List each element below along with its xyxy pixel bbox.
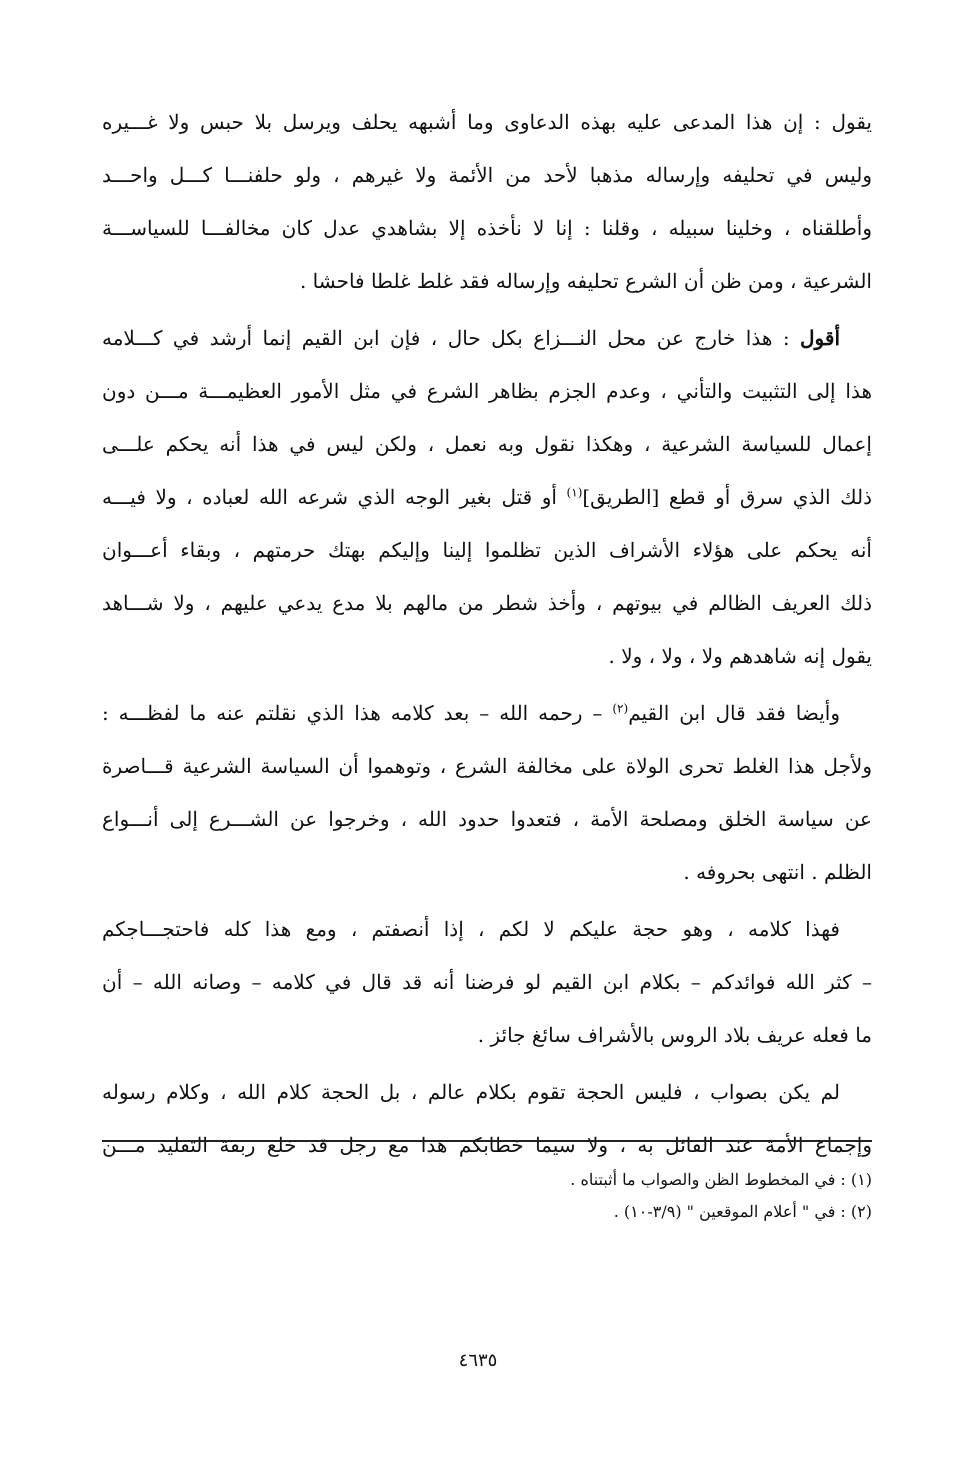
text-line: إعمال للسياسة الشرعية ، وهكذا نقول وبه نعمل ، ولكن ليس في هذا أنه يحكم علـــى bbox=[102, 432, 872, 456]
footnote-separator bbox=[102, 1140, 872, 1142]
text-line: هذا إلى التثبيت والتأني ، وعدم الجزم بظاهر الشرع في مثل الأمور العظيمـــة مـــن دون bbox=[102, 379, 872, 403]
text-line: ما فعله عريف بلاد الروس بالأشراف سائغ جائز . bbox=[477, 1023, 872, 1047]
footnote-reference[interactable]: (٢) bbox=[612, 701, 629, 716]
text-line: يقول : إن هذا المدعى عليه بهذه الدعاوى وما أشبهه يحلف ويرسل بلا حبس ولا غـــيره bbox=[102, 110, 872, 134]
paragraph-1 bbox=[102, 96, 872, 308]
text-line: أنه يحكم على هؤلاء الأشراف الذين تظلموا إلينا وإليكم بهتك حرمتهم ، وبقاء أعـــوان bbox=[102, 538, 872, 562]
text-line: وإجماع الأمة عند القائل به ، ولا سيما خطابكم هذا مع رجل قد خلع ربقة التقليد مـــن bbox=[102, 1133, 872, 1157]
page-number: ٤٦٣٥ bbox=[458, 1350, 498, 1371]
footnote-2: (٢) : في " أعلام الموقعين " (٣/٩-١٠) . bbox=[613, 1202, 872, 1221]
paragraph-4 bbox=[102, 903, 872, 1062]
text-line: وليس في تحليفه وإرساله مذهبا لأحد من الأئمة ولا غيرهم ، ولو حلفنـــا كـــل واحـــد bbox=[102, 163, 872, 187]
lead-word: أقول bbox=[800, 326, 840, 350]
text-fragment: أو قتل بغير الوجه الذي شرعه الله لعباده ، ولا فيـــه bbox=[102, 485, 567, 509]
footnotes bbox=[102, 1164, 872, 1228]
paragraph-5 bbox=[102, 1066, 872, 1172]
text-line: الظلم . انتهى بحروفه . bbox=[683, 860, 872, 884]
text-line bbox=[102, 312, 872, 365]
text-line: عن سياسة الخلق ومصلحة الأمة ، فتعدوا حدود الله ، وخرجوا عن الشـــرع إلى أنـــواع bbox=[102, 807, 872, 831]
text-fragment: وأيضا فقد قال ابن القيم bbox=[628, 701, 840, 725]
text-fragment: ذلك الذي سرق أو قطع [الطريق] bbox=[582, 485, 872, 509]
text-line: لم يكن بصواب ، فليس الحجة تقوم بكلام عالم ، بل الحجة كلام الله ، وكلام رسوله bbox=[102, 1080, 840, 1104]
text-line: – كثر الله فوائدكم – بكلام ابن القيم لو فرضنا أنه قد قال في كلامه – وصانه الله – أن bbox=[102, 970, 872, 994]
text-fragment: : هذا خارج عن محل النـــزاع بكل حال ، فإن ابن القيم إنما أرشد في كـــلامه bbox=[102, 326, 801, 350]
main-text bbox=[102, 96, 872, 1176]
text-line: الشرعية ، ومن ظن أن الشرع تحليفه وإرساله فقد غلط غلطا فاحشا . bbox=[299, 269, 872, 293]
text-line bbox=[102, 471, 872, 524]
paragraph-2 bbox=[102, 312, 872, 683]
text-line: ولأجل هذا الغلط تحرى الولاة على مخالفة الشرع ، وتوهموا أن السياسة الشرعية قـــاصرة bbox=[102, 754, 872, 778]
text-line bbox=[102, 687, 872, 740]
footnote-reference[interactable]: (١) bbox=[566, 485, 583, 500]
footnote-1: (١) : في المخطوط الظن والصواب ما أثبتناه . bbox=[570, 1170, 872, 1189]
text-line: ذلك العريف الظالم في بيوتهم ، وأخذ شطر من مالهم بلا مدع يدعي عليهم ، ولا شـــاهد bbox=[102, 591, 872, 615]
text-line: يقول إنه شاهدهم ولا ، ولا ، ولا . bbox=[608, 644, 872, 668]
text-line: وأطلقناه ، وخلينا سبيله ، وقلنا : إنا لا نأخذه إلا بشاهدي عدل كان مخالفـــا للسياســـة bbox=[102, 216, 872, 240]
text-line: فهذا كلامه ، وهو حجة عليكم لا لكم ، إذا أنصفتم ، ومع هذا كله فاحتجـــاجكم bbox=[102, 917, 840, 941]
text-fragment: – رحمه الله – بعد كلامه هذا الذي نقلتم عنه ما لفظـــه : bbox=[102, 701, 613, 725]
paragraph-3 bbox=[102, 687, 872, 899]
